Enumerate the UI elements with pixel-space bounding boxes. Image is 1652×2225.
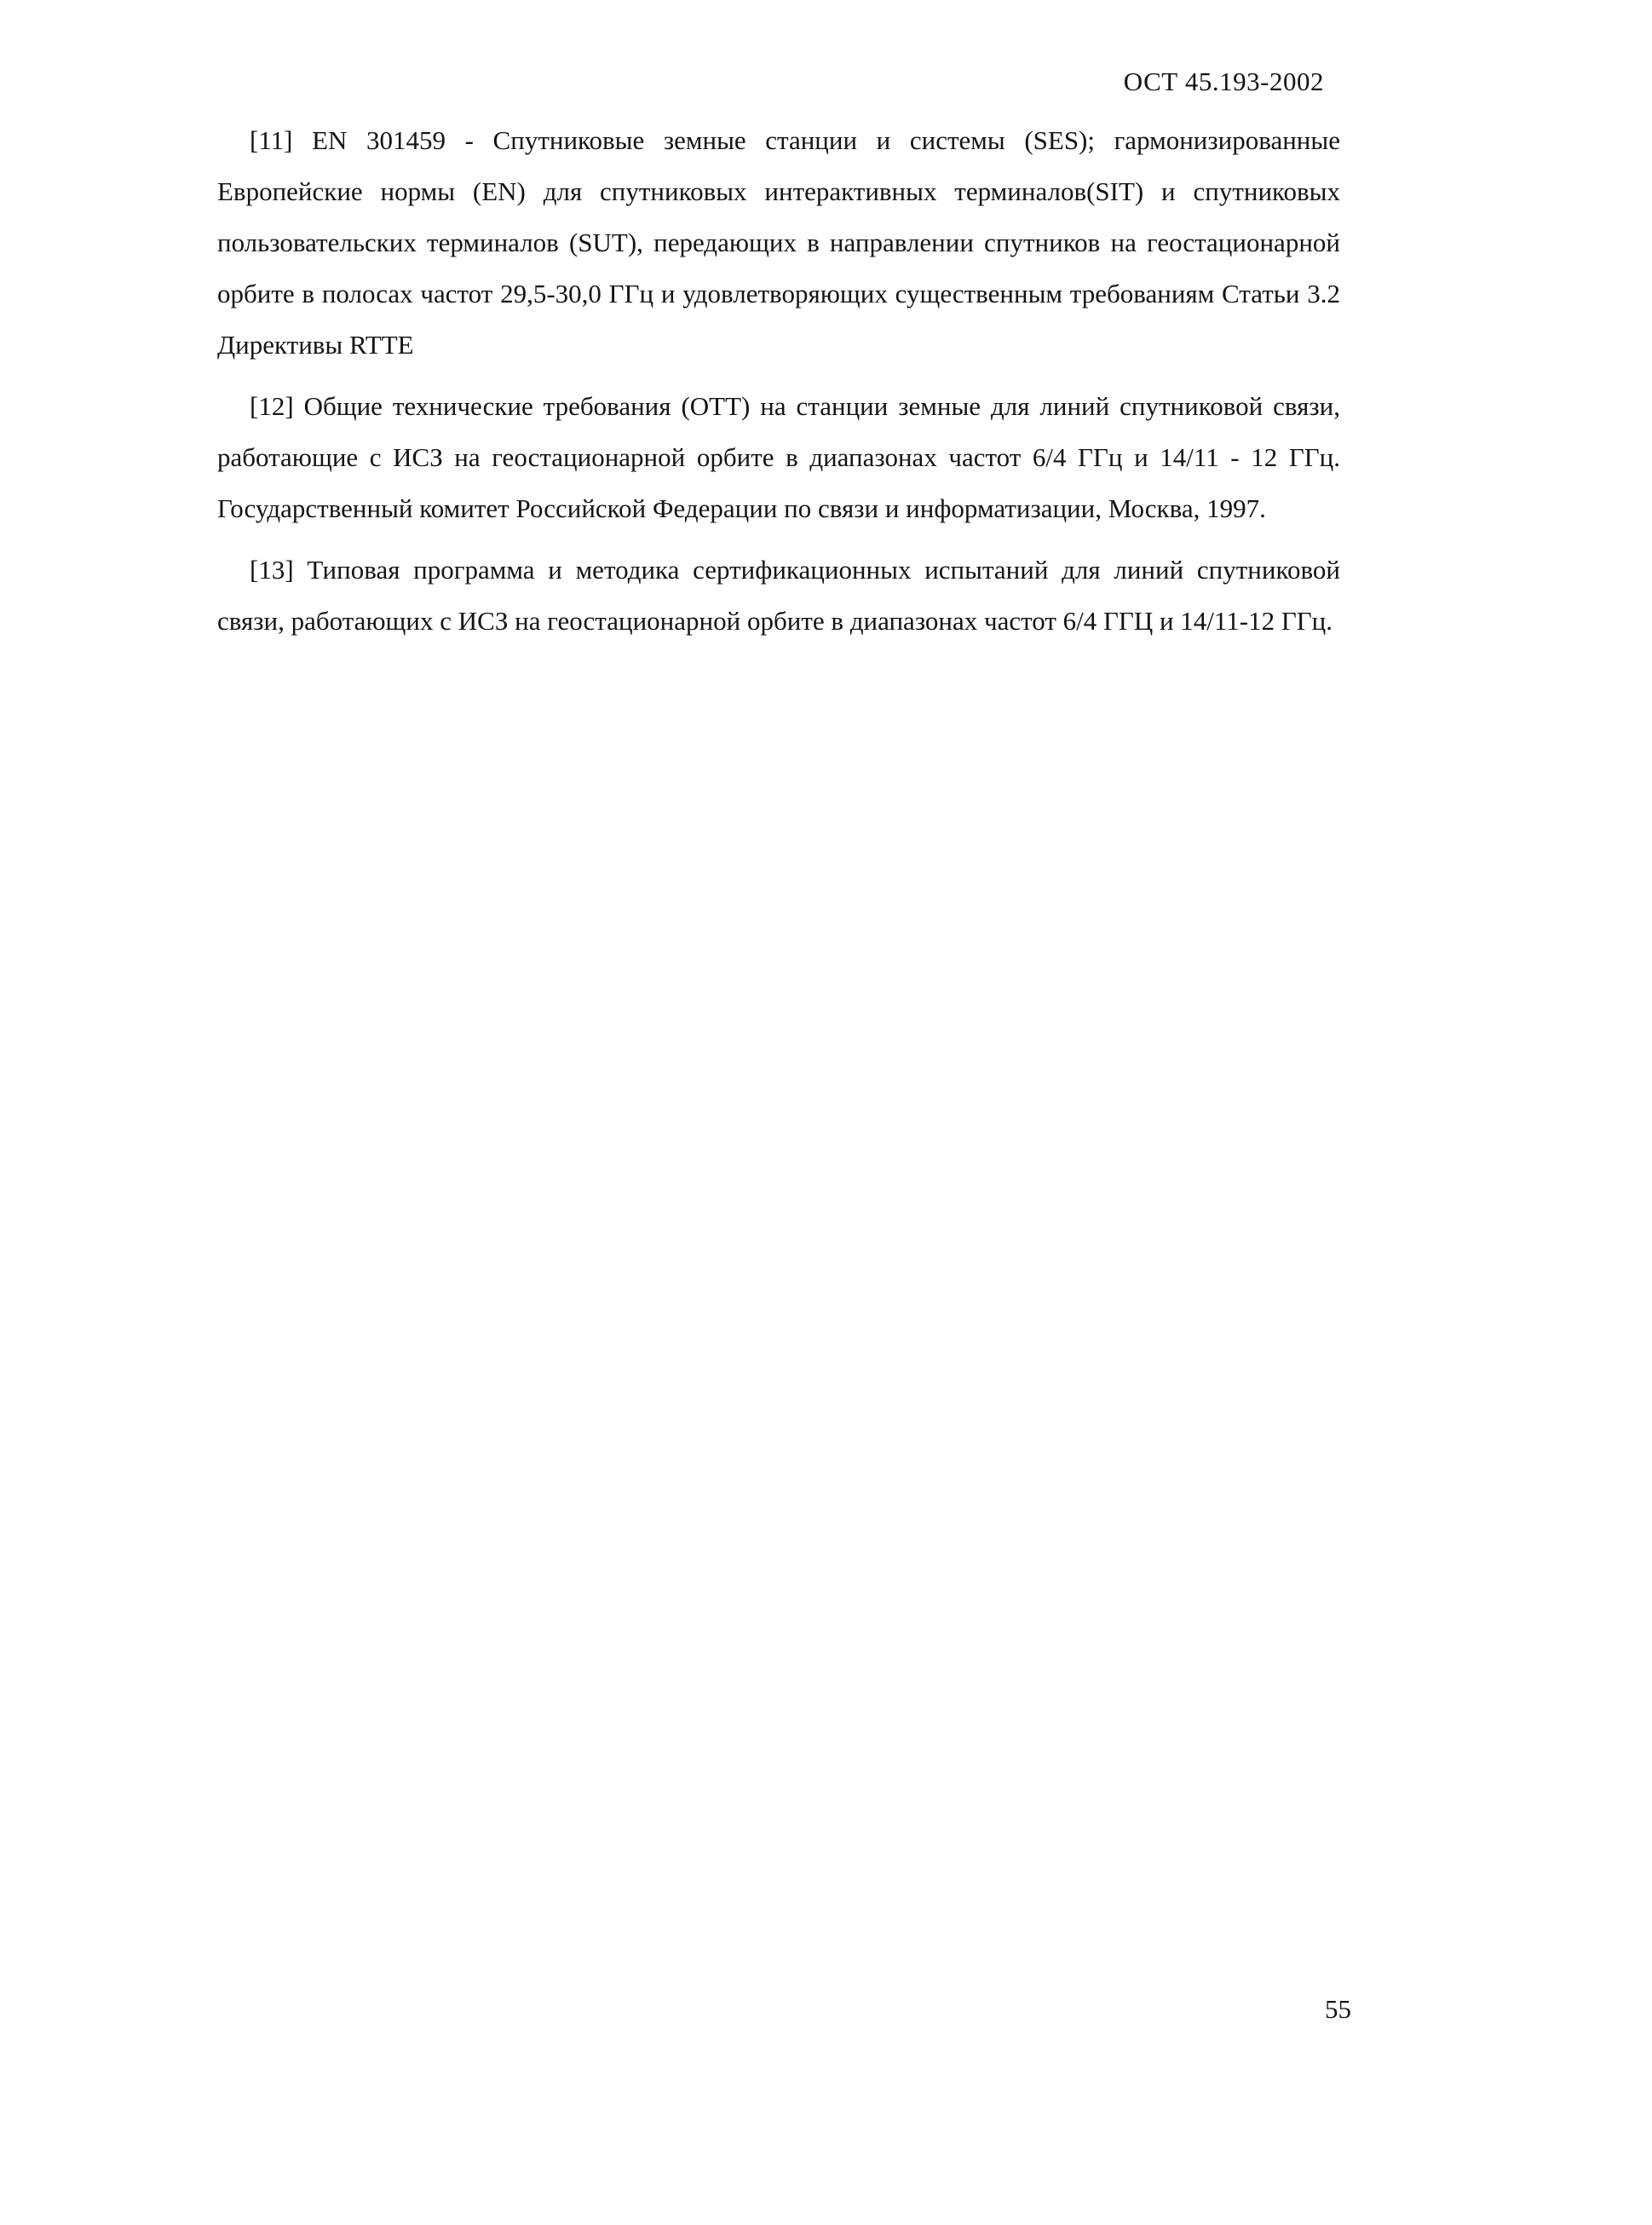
- document-code: ОСТ 45.193-2002: [1123, 66, 1324, 96]
- reference-item-12: [12] Общие технические требования (ОТТ) на станции земные для линий спутниковой связи, работающие с ИСЗ на геостационарной орбите в диапазонах частот 6/4 ГГц и 14/11 - 12 ГГц. Государственный комитет Российской Федерации по связи и информатизации, Москва, 1997.: [217, 391, 1340, 523]
- reference-item-13: [13] Типовая программа и методика сертификационных испытаний для линий спутниковой связи, работающих с ИСЗ на геостационарной орбите в диапазонах частот 6/4 ГГЦ и 14/11-12 ГГц.: [217, 555, 1340, 636]
- reference-item-11: [11] EN 301459 - Спутниковые земные станции и системы (SES); гармонизированные Европейские нормы (EN) для спутниковых интерактивных терминалов(SIT) и спутниковых пользовательских терминалов (SUT), передающих в направлении спутников на геостационарной орбите в полосах частот 29,5-30,0 ГГц и удовлетворяющих существенным требованиям Статьи 3.2 Директивы RTTE: [217, 125, 1340, 360]
- page-number: 55: [1325, 1994, 1351, 2024]
- references-list: [217, 115, 1340, 657]
